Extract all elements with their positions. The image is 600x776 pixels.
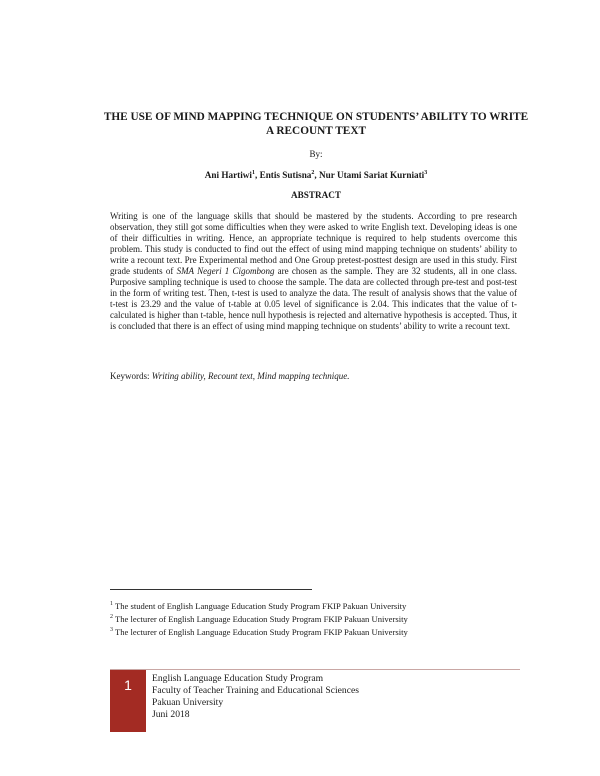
keywords bbox=[110, 371, 517, 381]
footnotes bbox=[110, 599, 530, 639]
footer-line-faculty: Faculty of Teacher Training and Educational Sciences bbox=[152, 685, 359, 696]
footer-divider bbox=[110, 669, 520, 670]
abstract-heading: ABSTRACT bbox=[290, 190, 342, 200]
author-separator: , bbox=[314, 170, 319, 180]
footnote-text: The lecturer of English Language Education Study Program FKIP Pakuan University bbox=[115, 614, 408, 625]
footnote-mark: 2 bbox=[110, 614, 113, 621]
footnote-text: The student of English Language Education Study Program FKIP Pakuan University bbox=[115, 601, 407, 611]
author-footnote-mark: 3 bbox=[424, 170, 428, 176]
author-separator: , bbox=[254, 170, 260, 180]
author-line bbox=[100, 170, 532, 180]
footer-line-program: English Language Education Study Program bbox=[152, 673, 324, 684]
footnote bbox=[110, 612, 530, 625]
paper-title: THE USE OF MIND MAPPING TECHNIQUE ON STUDENTS’ ABILITY TO WRITE A RECOUNT TEXT bbox=[103, 111, 529, 137]
footnote-divider bbox=[110, 589, 312, 590]
footnote-mark: 3 bbox=[110, 627, 113, 634]
author-name: Ani Hartiwi bbox=[204, 170, 252, 180]
footer-line-university: Pakuan University bbox=[152, 697, 224, 708]
footnote-mark: 1 bbox=[110, 601, 113, 607]
author-footnote-mark: 1 bbox=[251, 170, 255, 176]
abstract-text-part2: are chosen as the sample. They are 32 students, all in one class. Purposive sampling technique is used to choose the sample. The data are collected through pre-test and post-test in the form of writing test. Then, t-test is used to analyze the data. The result of analysis shows that the value of t-test is 23.29 and the value of t-table at 0.05 level of significance is 2.04. This indicates that the value of t-calculated is higher than t-table, hence null hypothesis is rejected and alternative hypothesis is accepted. Thus, it is concluded that there is an effect of using mind mapping technique on students’ ability to write a recount text. bbox=[110, 266, 518, 332]
page-number: 1 bbox=[124, 677, 132, 693]
footer-line-date: Juni 2018 bbox=[152, 709, 190, 720]
footnote-text: The lecturer of English Language Education Study Program FKIP Pakuan University bbox=[115, 627, 408, 638]
author-name: Entis Sutisna bbox=[259, 170, 312, 180]
abstract-text-part1: Writing is one of the language skills that should be mastered by the students. According to pre research observation, they still got some difficulties when they were asked to write English text. Developing ideas is one of their difficulties in writing. Hence, an appropriate technique is required to help students overcome this problem. This study is conducted to find out the effect of using mind mapping technique on students’ ability to write a recount text. Pre Experimental method and One Group pretest-posttest design are used in this study. First grade students of bbox=[110, 211, 517, 277]
page-number-badge bbox=[110, 670, 146, 732]
author-footnote-mark: 2 bbox=[311, 170, 315, 176]
keywords-value: Writing ability, Recount text, Mind mapping technique. bbox=[151, 371, 350, 381]
footnote bbox=[110, 599, 530, 612]
keywords-label: Keywords: bbox=[110, 371, 152, 381]
abstract-body bbox=[110, 211, 517, 333]
footer-institution bbox=[152, 673, 512, 721]
by-label: By: bbox=[309, 149, 323, 159]
author-name: Nur Utami Sariat Kurniati bbox=[319, 170, 425, 180]
footnote bbox=[110, 625, 530, 638]
school-name: SMA Negeri 1 Cigombong bbox=[176, 266, 275, 277]
